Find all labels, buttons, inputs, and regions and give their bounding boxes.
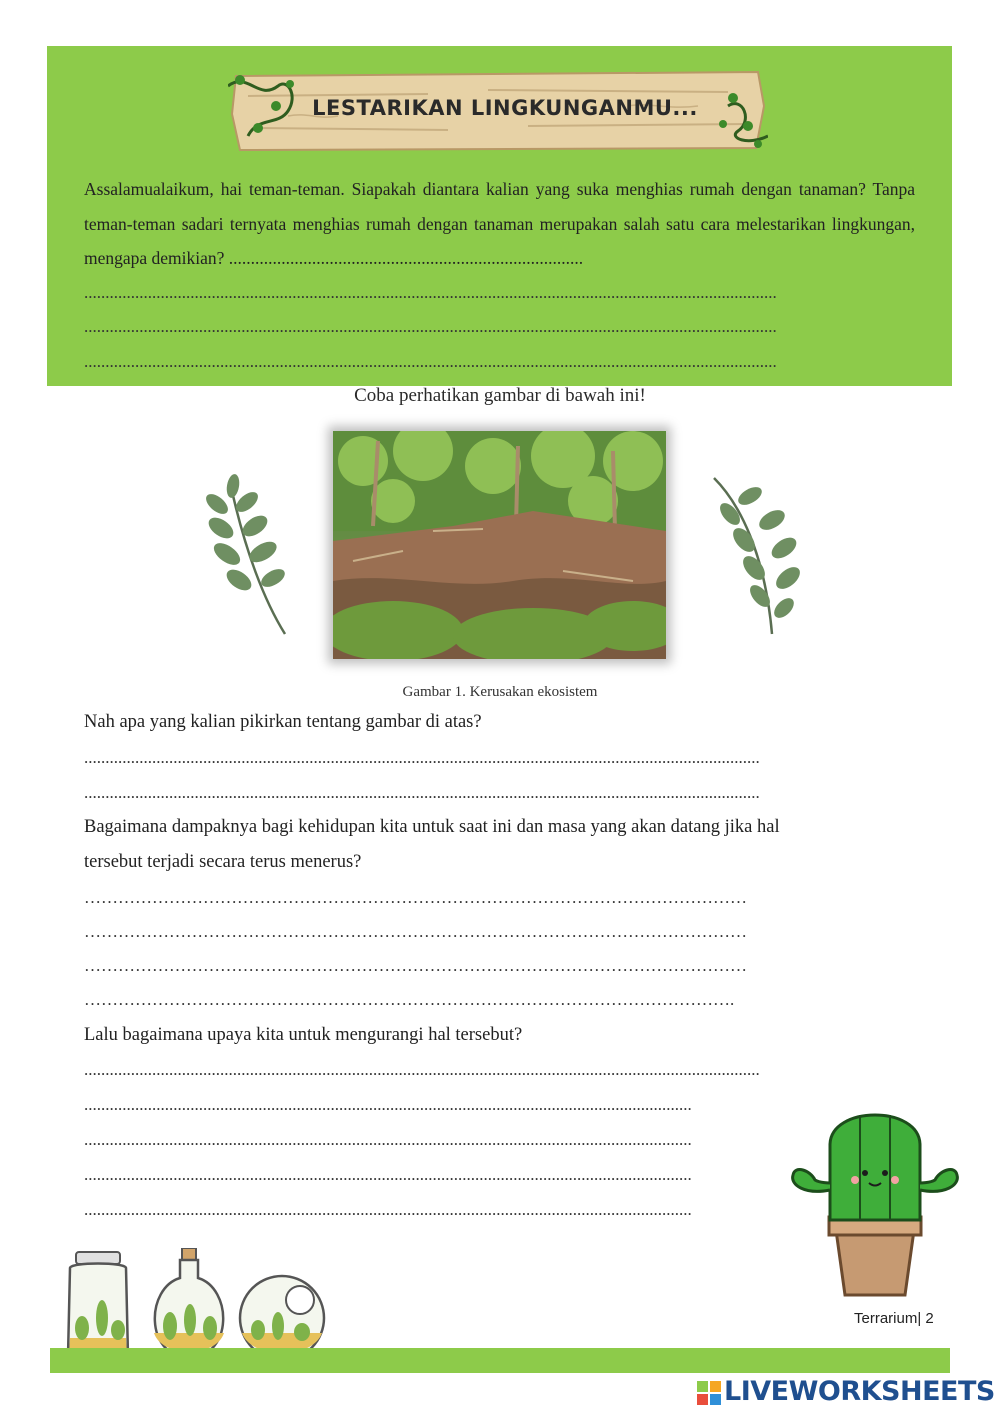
answer-line[interactable]: ............................................................................................................................................................... xyxy=(84,783,760,802)
answer-line[interactable]: ............................................................................................................................................... xyxy=(84,1130,692,1149)
answer-line[interactable]: ............................................................................................................................................................... xyxy=(84,1060,760,1079)
answer-line[interactable]: ……………………………………………………………………………………………………. xyxy=(84,990,735,1009)
answer-line[interactable]: ……………………………………………………………………………………………………… xyxy=(84,888,747,907)
question-2-continued: tersebut terjadi secara terus menerus? xyxy=(84,852,362,872)
leaf-branch-right-icon xyxy=(710,474,805,639)
figure-caption: Gambar 1. Kerusakan ekosistem xyxy=(402,684,598,700)
answer-line[interactable]: ................................................................................................................................................................... xyxy=(84,317,777,336)
question-1: Nah apa yang kalian pikirkan tentang gambar di atas? xyxy=(84,712,482,732)
footer-bar xyxy=(50,1348,950,1373)
answer-line[interactable]: ................................................................................................................................................................... xyxy=(84,282,777,302)
intro-paragraph: Assalamualaikum, hai teman-teman. Siapakah diantara kalian yang suka menghias rumah dengan tanaman? Tanpa teman-teman sadari ternyata menghias rumah dengan tanaman merupakan salah satu cara melestarikan lingkungan, mengapa demikian? ................................................................................. xyxy=(84,179,915,268)
cactus-icon xyxy=(785,1095,965,1300)
answer-line[interactable]: ................................................................................................................................................................... xyxy=(84,351,777,371)
answer-line[interactable]: ……………………………………………………………………………………………………… xyxy=(84,956,747,975)
intro-section xyxy=(84,172,915,379)
liveworksheets-logo-icon xyxy=(697,1381,721,1405)
answer-line[interactable]: ............................................................................................................................................... xyxy=(84,1095,692,1114)
leaf-branch-left-icon xyxy=(195,472,290,637)
question-2: Bagaimana dampaknya bagi kehidupan kita untuk saat ini dan masa yang akan datang jika hal xyxy=(84,817,780,837)
answer-line[interactable]: ……………………………………………………………………………………………………… xyxy=(84,922,747,941)
answer-line[interactable]: ............................................................................................................................................... xyxy=(84,1200,692,1219)
instruction-text: Coba perhatikan gambar di bawah ini! xyxy=(354,385,646,406)
answer-line[interactable]: ............................................................................................................................................................... xyxy=(84,748,760,767)
answer-line[interactable]: ............................................................................................................................................... xyxy=(84,1165,692,1184)
question-3: Lalu bagaimana upaya kita untuk mengurangi hal tersebut? xyxy=(84,1025,523,1045)
page-title: LESTARIKAN LINGKUNGANMU... xyxy=(312,96,698,120)
deforestation-photo xyxy=(333,431,666,659)
brand-name[interactable]: LIVEWORKSHEETS xyxy=(724,1376,995,1407)
page-label: Terrarium| 2 xyxy=(854,1310,934,1327)
